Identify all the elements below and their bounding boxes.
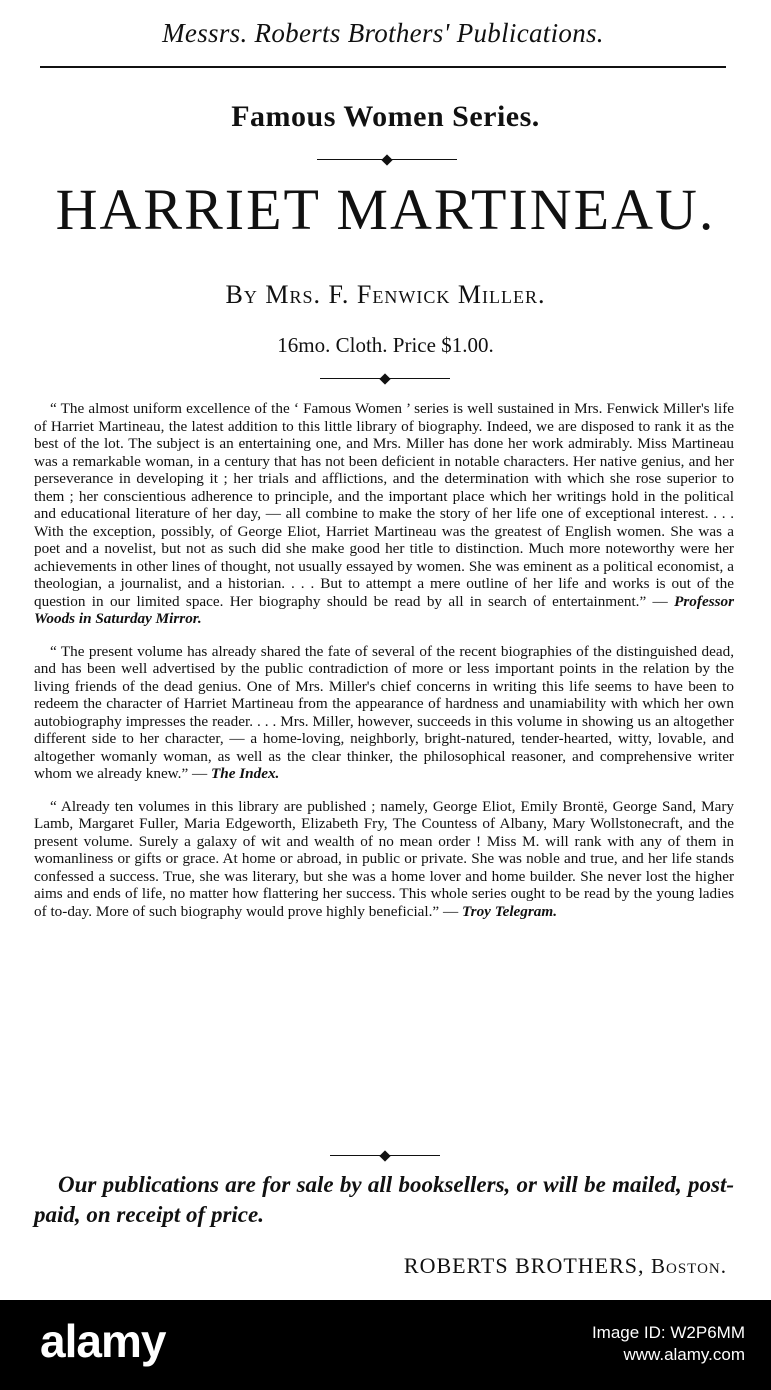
review-source: Professor Woods in Saturday Mirror. bbox=[34, 592, 735, 627]
publisher-imprint bbox=[404, 1253, 727, 1279]
stock-image-id: Image ID: W2P6MM bbox=[591, 1323, 745, 1342]
head-rule bbox=[40, 66, 726, 68]
stock-image-info bbox=[592, 1322, 745, 1366]
review-quote bbox=[34, 400, 734, 628]
review-text: “ Already ten volumes in this library are published ; namely, George Eliot, Emily Brontë, George Sand, Mary Lamb, Margaret Fuller, Maria Edgeworth, Elizabeth Fry, The Countess of Albany, Mary Wollstonecraft, and the present volume. Surely a galaxy of wit and wealth of no mean order ! Miss M. will rank with any of them in womanliness or gifts or grace. At home or abroad, in public or private. She was noble and true, and her life stands confessed a success. True, she was literary, but she was a home lover and home builder. She never lost the higher aims and ends of life, no matter how flattering her success. This whole series ought to be read by the young ladies of to-day. More of such biography would prove highly beneficial.” — bbox=[34, 797, 734, 920]
review-quote bbox=[34, 643, 734, 783]
author-byline: By Mrs. F. Fenwick Miller. bbox=[225, 280, 546, 309]
review-source: The Index. bbox=[210, 765, 280, 782]
stock-site: www.alamy.com bbox=[623, 1345, 745, 1364]
ornamental-rule bbox=[0, 154, 771, 166]
review-text: “ The present volume has already shared the fate of several of the recent biographies of the distinguished dead, and has been well advertised by the public contradiction of more or less important points in the relation by the living friends of the dead genius. One of Mrs. Miller's chief concerns in writing this life seems to have been to redeem the character of Harriet Martineau from the appearance of hardness and unamiability with which her own autobiography impresses the reader. . . . Mrs. Miller, however, succeeds in this volume in showing us an altogether different side to her character, — a home-loving, neighborly, bright-natured, tender-hearted, witty, lovable, and altogether womanly woman, as well as the clear thinker, the philosophical reasoner, and comprehensive writer whom we already knew.” — bbox=[34, 642, 734, 782]
review-source: Troy Telegram. bbox=[461, 902, 557, 920]
stock-logo: alamy bbox=[40, 1315, 166, 1367]
publisher-city: Boston. bbox=[651, 1254, 727, 1278]
series-title: Famous Women Series. bbox=[231, 100, 540, 133]
sales-notice: Our publications are for sale by all booksellers, or will be mailed, post-paid, on receipt of price. bbox=[34, 1172, 734, 1227]
review-text: “ The almost uniform excellence of the ‘ Famous Women ’ series is well sustained in Mrs. Fenwick Miller's life of Harriet Martineau, the latest addition to this little library of biography. Indeed, we are disposed to rank it as the best of the lot. The subject is an entertaining one, and Mrs. Miller has done her work admirably. Miss Martineau was a remarkable woman, in a century that has not been deficient in notable characters. Her native genius, and her perseverance in developing it ; her trials and afflictions, and the determination with which she rose superior to them ; her conscientious adherence to principle, and the important place which her writings hold in the political and educational literature of her day, — all combine to make the story of her life one of exceptional interest. . . . With the exception, possibly, of George Eliot, Harriet Martineau was the greatest of English women. She was a poet and a novelist, but not as such did she make good her title to distinction. Much more noteworthy were her achievements in other lines of thought, not usually essayed by women. She was eminent as a political economist, a theologian, a journalist, and a historian. . . . But to attempt a mere outline of her life and works is out of the question in our limited space. Her biography should be read by all in search of entertainment.” — bbox=[34, 400, 734, 610]
running-head: Messrs. Roberts Brothers' Publications. bbox=[162, 18, 604, 48]
format-price: 16mo. Cloth. Price $1.00. bbox=[277, 333, 494, 357]
review-list bbox=[34, 400, 734, 935]
stock-watermark-bar bbox=[0, 1300, 771, 1390]
publisher-name: ROBERTS BROTHERS, bbox=[403, 1253, 645, 1278]
ornamental-rule bbox=[0, 1150, 771, 1162]
review-quote bbox=[34, 798, 734, 921]
book-title: HARRIET MARTINEAU. bbox=[55, 177, 716, 242]
ornamental-rule bbox=[0, 373, 771, 385]
